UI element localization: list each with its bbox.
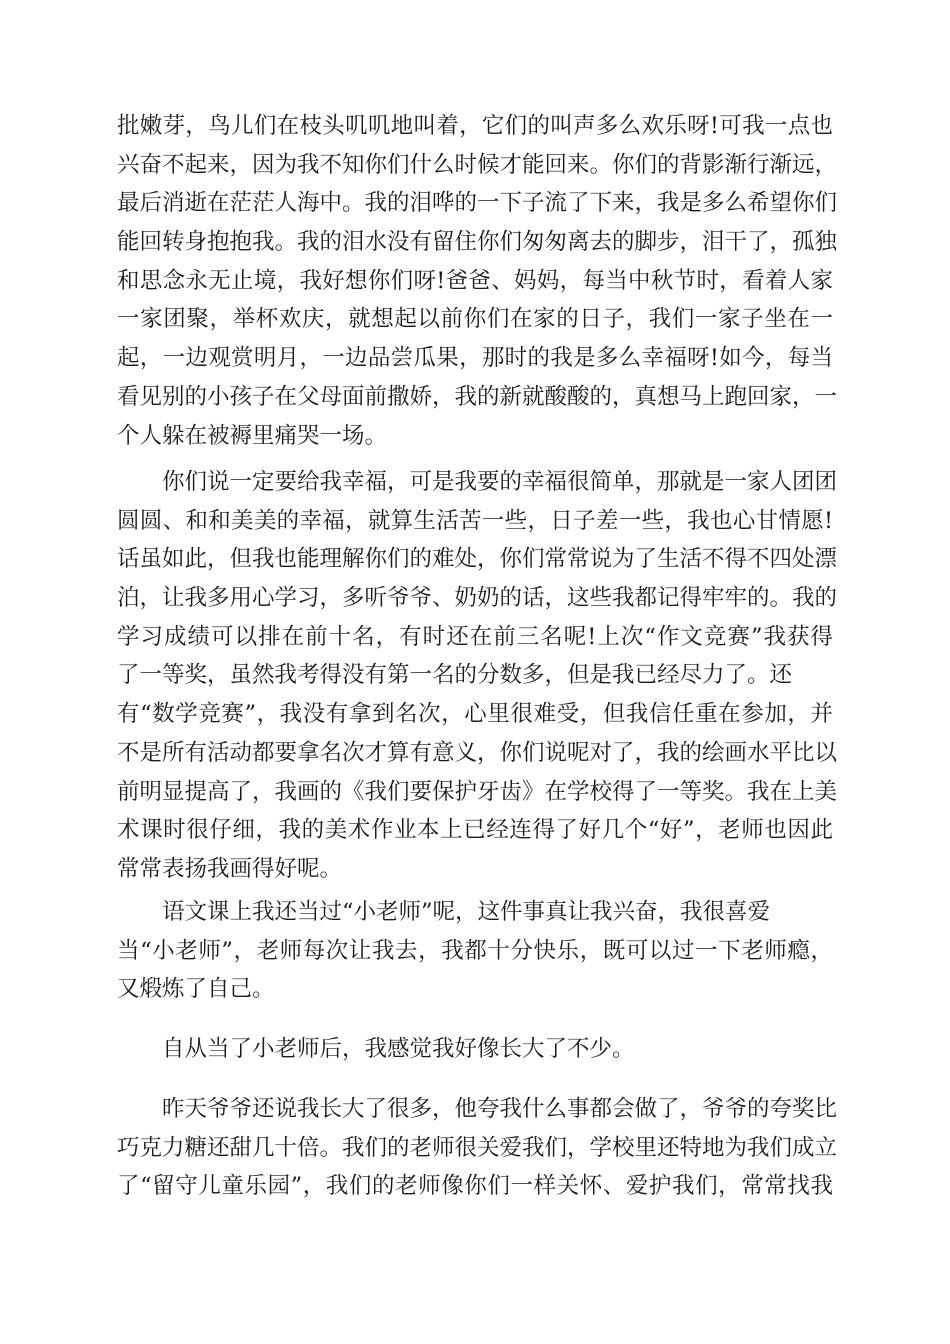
text-line: 批嫩芽，鸟儿们在枝头叽叽地叫着，它们的叫声多么欢乐呀!可我一点也 bbox=[117, 113, 833, 139]
text-line: 圆圆、和和美美的幸福，就算生活苦一些，日子差一些，我也心甘情愿! bbox=[117, 507, 833, 534]
text-line: 常常表扬我画得好呢。 bbox=[117, 855, 343, 882]
text-line: 个人躲在被褥里痛哭一场。 bbox=[117, 422, 388, 449]
paragraph-5 bbox=[117, 1090, 838, 1206]
text-line: 不是所有活动都要拿名次才算有意义，你们说呢对了，我的绘画水平比以 bbox=[117, 739, 838, 766]
text-line: 昨天爷爷还说我长大了很多，他夸我什么事都会做了，爷爷的夸奖比 bbox=[162, 1096, 838, 1122]
text-line: 又煅炼了自己。 bbox=[117, 976, 275, 1003]
text-line: 看见别的小孩子在父母面前撒娇，我的新就酸酸的，真想马上跑回家，一 bbox=[117, 383, 838, 410]
text-line: 一家团聚，举杯欢庆，就想起以前你们在家的日子，我们一家子坐在一 bbox=[117, 306, 833, 333]
text-line: 和思念永无止境，我好想你们呀!爸爸、妈妈，每当中秋节时，看着人家 bbox=[117, 267, 833, 294]
text-line: 了一等奖，虽然我考得没有第一名的分数多，但是我已经尽力了。还 bbox=[117, 662, 793, 689]
paragraph-3 bbox=[117, 893, 833, 1009]
text-line: 泊，让我多用心学习，多听爷爷、奶奶的话，这些我都记得牢牢的。我的 bbox=[117, 585, 838, 612]
paragraph-2 bbox=[117, 463, 838, 889]
text-line: 最后消逝在茫茫人海中。我的泪哗的一下子流了下来，我是多么希望你们 bbox=[117, 190, 838, 217]
text-line: 术课时很仔细，我的美术作业本上已经连得了好几个“好”，老师也因此 bbox=[117, 817, 833, 844]
text-line: 有“数学竞赛”，我没有拿到名次，心里很难受，但我信任重在参加，并 bbox=[117, 701, 833, 728]
text-line: 语文课上我还当过“小老师”呢，这件事真让我兴奋，我很喜爱 bbox=[162, 899, 771, 925]
text-line: 前明显提高了，我画的《我们要保护牙齿》在学校得了一等奖。我在上美 bbox=[117, 778, 838, 805]
text-line: 话虽如此，但我也能理解你们的难处，你们常常说为了生活不得不四处漂 bbox=[117, 546, 838, 573]
text-line: 学习成绩可以排在前十名，有时还在前三名呢!上次“作文竞赛”我获得 bbox=[117, 623, 833, 650]
text-line: 兴奋不起来，因为我不知你们什么时候才能回来。你们的背影渐行渐远， bbox=[117, 151, 838, 178]
text-line: 自从当了小老师后，我感觉我好像长大了不少。 bbox=[162, 1036, 635, 1062]
text-line: 你们说一定要给我幸福，可是我要的幸福很简单，那就是一家人团团 bbox=[162, 469, 838, 495]
text-line: 能回转身抱抱我。我的泪水没有留住你们匆匆离去的脚步，泪干了，孤独 bbox=[117, 229, 838, 256]
text-line: 当“小老师”，老师每次让我去，我都十分快乐，既可以过一下老师瘾， bbox=[117, 937, 833, 964]
paragraph-1 bbox=[117, 107, 838, 455]
text-line: 了“留守儿童乐园”，我们的老师像你们一样关怀、爱护我们，常常找我 bbox=[117, 1173, 833, 1200]
text-line: 巧克力糖还甜几十倍。我们的老师很关爱我们，学校里还特地为我们成立 bbox=[117, 1134, 838, 1161]
paragraph-4 bbox=[117, 1030, 833, 1069]
text-line: 起，一边观赏明月，一边品尝瓜果，那时的我是多么幸福呀!如今，每当 bbox=[117, 345, 833, 372]
